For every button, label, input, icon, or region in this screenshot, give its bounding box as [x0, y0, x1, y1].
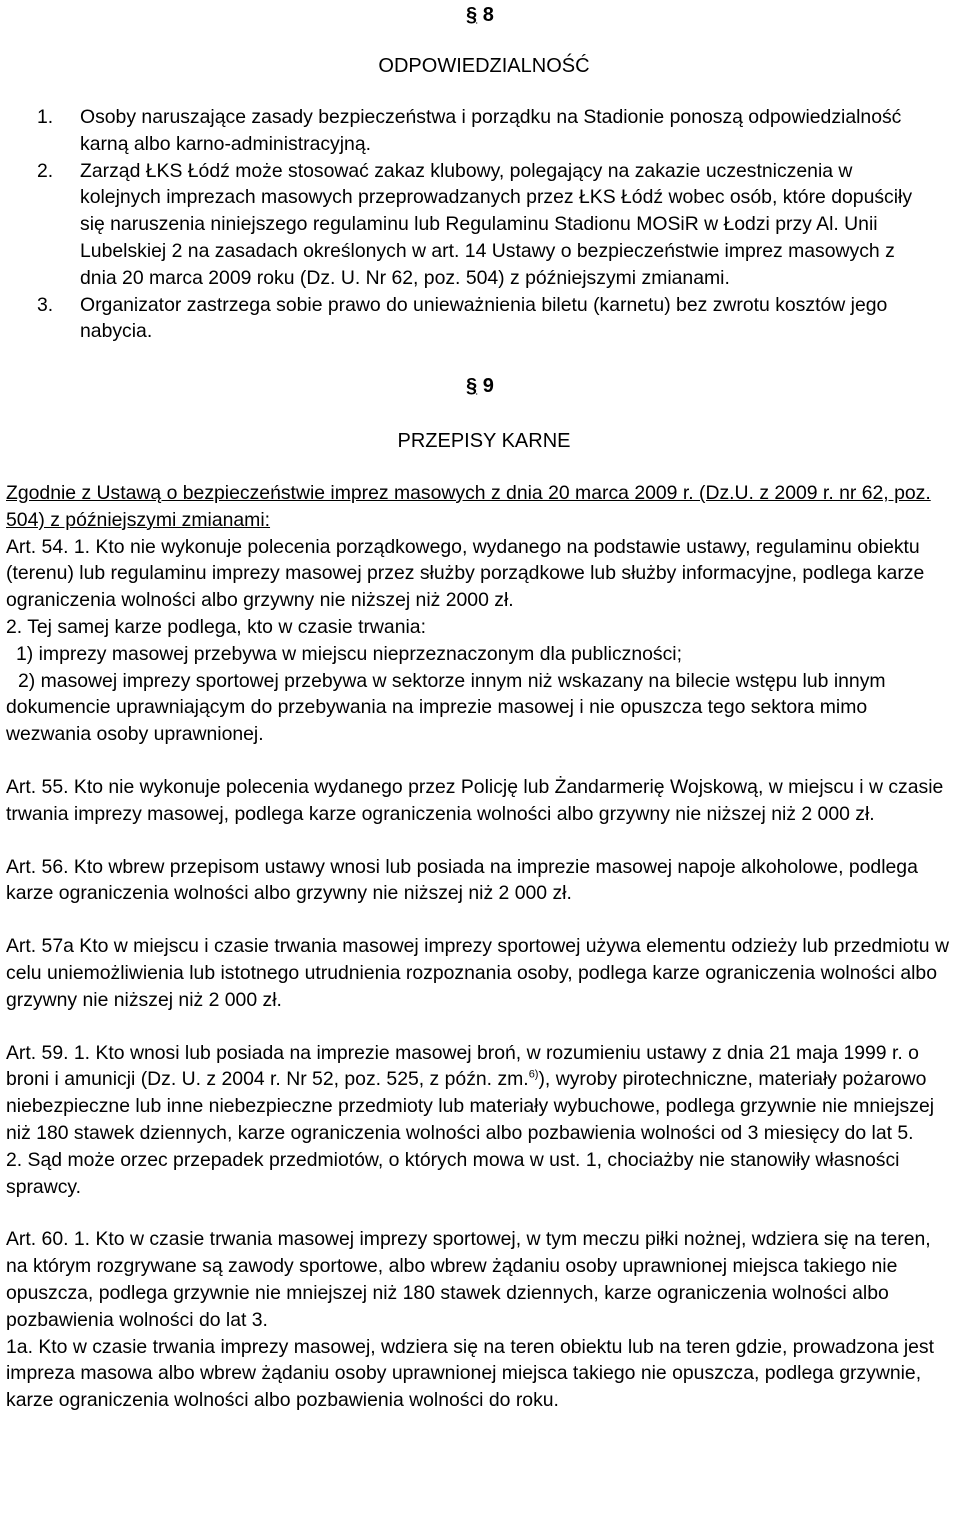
- section-sign: §: [466, 375, 478, 397]
- art-60-paragraph-1: Art. 60. 1. Kto w czasie trwania masowej imprezy sportowej, w tym meczu piłki nożnej, wdziera się na teren, na którym rozgrywane są zawody sportowe, albo wbrew żądaniu osoby uprawnionej miejsca takiego nie opuszcza, podlega grzywnie nie mniejszej niż 180 stawek dziennych, karze ograniczenia wolności albo pozbawienia wolności do lat 3.: [6, 1228, 931, 1331]
- art-59-paragraph-2: 2. Sąd może orzec przepadek przedmiotów, o których mowa w ust. 1, chociażby nie stanowiły własności sprawcy.: [6, 1148, 900, 1198]
- section-sign: §: [466, 4, 478, 26]
- section-8-heading: [466, 2, 494, 29]
- section-9-title: PRZEPISY KARNE: [397, 430, 571, 452]
- art-56-paragraph: Art. 56. Kto wbrew przepisom ustawy wnosi lub posiada na imprezie masowej napoje alkoholowe, podlega karze ograniczenia wolności albo grzywny nie niższej niż 2 000 zł.: [6, 855, 918, 905]
- section-number: 8: [482, 4, 494, 26]
- art-54-point-1: 1) imprezy masowej przebywa w miejscu nieprzeznaczonym dla publiczności;: [16, 642, 683, 665]
- art-60-paragraph-1a: 1a. Kto w czasie trwania imprezy masowej, wdziera się na teren obiektu lub na teren gdzie, prowadzona jest impreza masowa albo wbrew żądaniu osoby uprawnionej miejsca takiego nie opuszcza, podlega grzywnie, karze ograniczenia wolności albo pozbawienia wolności do roku.: [6, 1335, 934, 1412]
- art-54-point-2: 2) masowej imprezy sportowej przebywa w sektorze innym niż wskazany na bilecie wstępu lub innym dokumencie uprawniającym do przebywania na imprezie masowej i nie opuszcza tego sektora mimo wezwania osoby uprawnionej.: [6, 669, 886, 746]
- footnote-marker: 6): [528, 1068, 539, 1081]
- section-8-title: ODPOWIEDZIALNOŚĆ: [378, 55, 590, 77]
- art-54-paragraph-1: Art. 54. 1. Kto nie wykonuje polecenia porządkowego, wydanego na podstawie ustawy, regulaminu obiektu (terenu) lub regulaminu imprezy masowej przez służby porządkowe lub służby informacyjne, podlega karze ograniczenia wolności albo grzywny nie niższej niż 2000 zł.: [6, 535, 925, 612]
- section-9-heading: [466, 373, 494, 400]
- art-59-paragraph-1: Art. 59. 1. Kto wnosi lub posiada na imprezie masowej broń, w rozumieniu ustawy z dnia 21 maja 1999 r. o broni i amunicji (Dz. U. z 2004 r. Nr 52, poz. 525, z późn. zm.$^{6)}$), wyroby pirotechniczne, materiały pożarowo niebezpieczne lub inne niebezpieczne przedmioty lub materiały wybuchowe, podlega grzywnie nie mniejszej niż 180 stawek dziennych, karze ograniczenia wolności albo pozbawienia wolności od 3 miesięcy do lat 5.: [6, 1041, 935, 1144]
- list-item: 2. Zarząd ŁKS Łódź może stosować zakaz klubowy, polegający na zakazie uczestniczenia w kolejnych imprezach masowych przeprowadzanych przez ŁKS Łódź wobec osób, które dopuściły się naruszenia niniejszego regulaminu lub Regulaminu Stadionu MOSiR w Łodzi przy Al. Unii Lubelskiej 2 na zasadach określonych w art. 14 Ustawy o bezpieczeństwie imprez masowych z dnia 20 marca 2009 roku (Dz. U. Nr 62, poz. 504) z późniejszymi zmianami.: [37, 159, 913, 289]
- art-55-paragraph: Art. 55. Kto nie wykonuje polecenia wydanego przez Policję lub Żandarmerię Wojskową, w miejscu i w czasie trwania imprezy masowej, podlega karze ograniczenia wolności albo grzywny nie niższej niż 2 000 zł.: [6, 775, 944, 825]
- art-57a-paragraph: Art. 57a Kto w miejscu i czasie trwania masowej imprezy sportowej używa elementu odzieży lub przedmiotu w celu uniemożliwienia lub istotnego utrudnienia rozpoznania osoby, podlega karze ograniczenia wolności albo grzywny nie niższej niż 2 000 zł.: [6, 935, 949, 1011]
- list-item: 3. Organizator zastrzega sobie prawo do unieważnienia biletu (karnetu) bez zwrotu kosztów jego nabycia.: [37, 293, 888, 343]
- list-item: 1. Osoby naruszające zasady bezpieczeństwa i porządku na Stadionie ponoszą odpowiedzialność karną albo karno-administracyjną.: [37, 106, 902, 155]
- section-number: 9: [482, 375, 494, 397]
- intro-paragraph: Zgodnie z Ustawą o bezpieczeństwie imprez masowych z dnia 20 marca 2009 r. (Dz.U. z 2009 r. nr 62, poz. 504) z późniejszymi zmianami:: [6, 482, 931, 531]
- penal-provisions-body: [6, 480, 951, 1414]
- art-54-paragraph-2: 2. Tej samej karze podlega, kto w czasie trwania:: [6, 615, 426, 638]
- section-8-list: [37, 104, 917, 345]
